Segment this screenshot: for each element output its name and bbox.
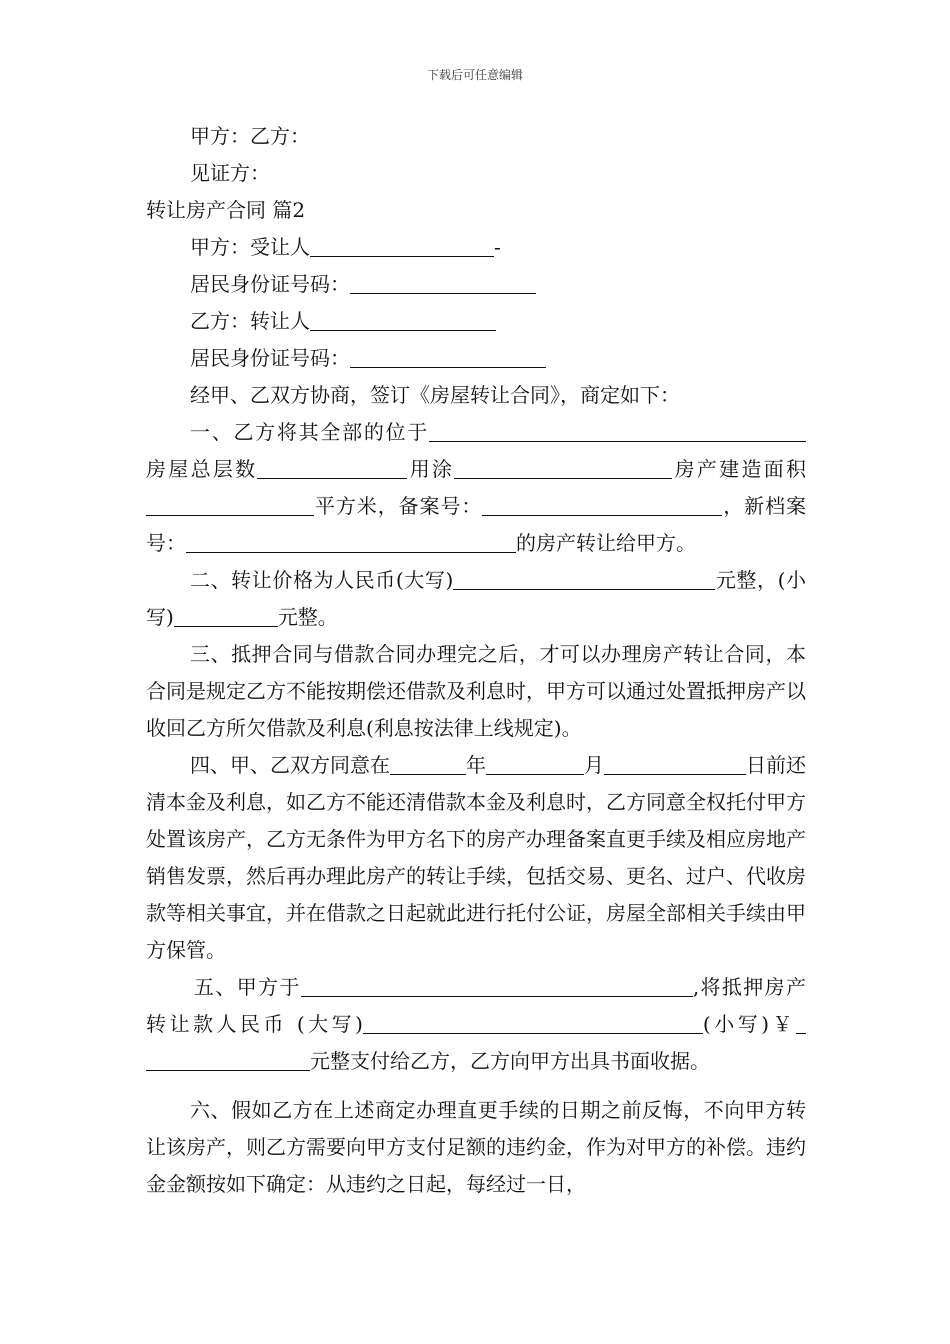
price-uppercase-blank (453, 567, 715, 590)
page-header-note: 下载后可任意编辑 (426, 68, 523, 82)
party-b-id-line (146, 340, 806, 377)
signature-parties-line: 甲方：乙方： (190, 124, 310, 148)
clause-5 (146, 969, 806, 1080)
clause-1-text-c: 用涂 (407, 457, 455, 481)
clause-4 (146, 747, 806, 969)
clause-1-text-d: 房产建造面积 (672, 457, 807, 481)
party-b-id-label: 居民身份证号码： (190, 346, 350, 370)
amount-lowercase-blank (796, 1011, 806, 1034)
party-b-blank (310, 308, 496, 331)
contract-body (146, 118, 806, 1203)
clause-1-text-g: 的房产转让给甲方。 (516, 531, 696, 555)
party-a-id-label: 居民身份证号码： (190, 272, 350, 296)
party-a-id-line (146, 266, 806, 303)
party-b-label: 乙方：转让人 (190, 309, 310, 333)
party-a-blank (310, 234, 494, 257)
clause-6: 六、假如乙方在上述商定办理直更手续的日期之前反悔，不向甲方转让该房产，则乙方需要向甲方支付足额的违约金，作为对甲方的补偿。违约金金额按如下确定：从违约之日起，每经过一日， (146, 1098, 806, 1196)
clause-3: 三、抵押合同与借款合同办理完之后，才可以办理房产转让合同，本合同是规定乙方不能按期偿还借款及利息时，甲方可以通过处置抵押房产以收回乙方所欠借款及利息(利息按法律上线规定)。 (146, 642, 806, 740)
clause-2 (146, 562, 806, 636)
clause-1-text-b: 房屋总层数 (146, 457, 258, 481)
party-a-id-blank (350, 271, 536, 294)
clause-1 (146, 414, 806, 562)
intro-line: 经甲、乙双方协商，签订《房屋转让合同》，商定如下： (190, 383, 680, 407)
clause-2-text-a: 二、转让价格为人民币(大写) (190, 568, 454, 592)
amount-uppercase-blank (363, 1011, 703, 1034)
location-blank-cont (795, 419, 806, 442)
clause-5-text-a: 五、甲方于 (194, 975, 301, 999)
floors-blank (257, 456, 407, 479)
party-b-line (146, 303, 806, 340)
party-a-label: 甲方：受让人 (190, 235, 310, 259)
price-lowercase-blank (174, 604, 278, 627)
area-blank (146, 493, 314, 516)
year-blank (390, 752, 466, 775)
party-b-id-blank (350, 345, 546, 368)
location-blank (429, 419, 795, 442)
file-number-blank (186, 530, 516, 553)
clause-4-text-c: 月 (584, 753, 604, 777)
party-a-line (146, 229, 806, 266)
clause-2-text-c: 元整。 (277, 605, 338, 629)
witness-line: 见证方： (190, 161, 270, 185)
clause-1-text-e: 平方米，备案号： (314, 494, 483, 518)
clause-5-text-d: 元整支付给乙方，乙方向甲方出具书面收据。 (310, 1049, 710, 1073)
usage-blank (454, 456, 672, 479)
clause-5-text-b: ,将抵押房产转让款人民币 (大写) (146, 975, 807, 1036)
clause-2-text-b: 元整，(小写) (146, 568, 806, 629)
section-title: 转让房产合同 篇2 (146, 198, 306, 222)
clause-4-text-d: 日前还清本金及利息，如乙方不能还清借款本金及利息时，乙方同意全权托付甲方处置该房产，乙方无条件为甲方名下的房产办理备案直更手续及相应房地产销售发票，然后再办理此房产的转让手续，包括交易、更名、过户、代收房款等相关事宜，并在借款之日起就此进行托付公证，房屋全部相关手续由甲方保管。 (146, 753, 806, 962)
day-blank (604, 752, 746, 775)
clause-1-text-f: ，新档案号： (146, 494, 807, 555)
clause-4-text-a: 四、甲、乙双方同意在 (190, 753, 390, 777)
party-a-dash: - (494, 235, 501, 259)
clause-4-text-b: 年 (466, 753, 486, 777)
month-blank (486, 752, 584, 775)
clause-1-text-a: 一、乙方将其全部的位于 (190, 420, 429, 444)
amount-lowercase-blank-cont (146, 1048, 310, 1071)
clause-5-text-c: (小写)￥ (702, 1012, 797, 1036)
record-number-blank (482, 493, 722, 516)
payment-date-blank (301, 974, 693, 997)
